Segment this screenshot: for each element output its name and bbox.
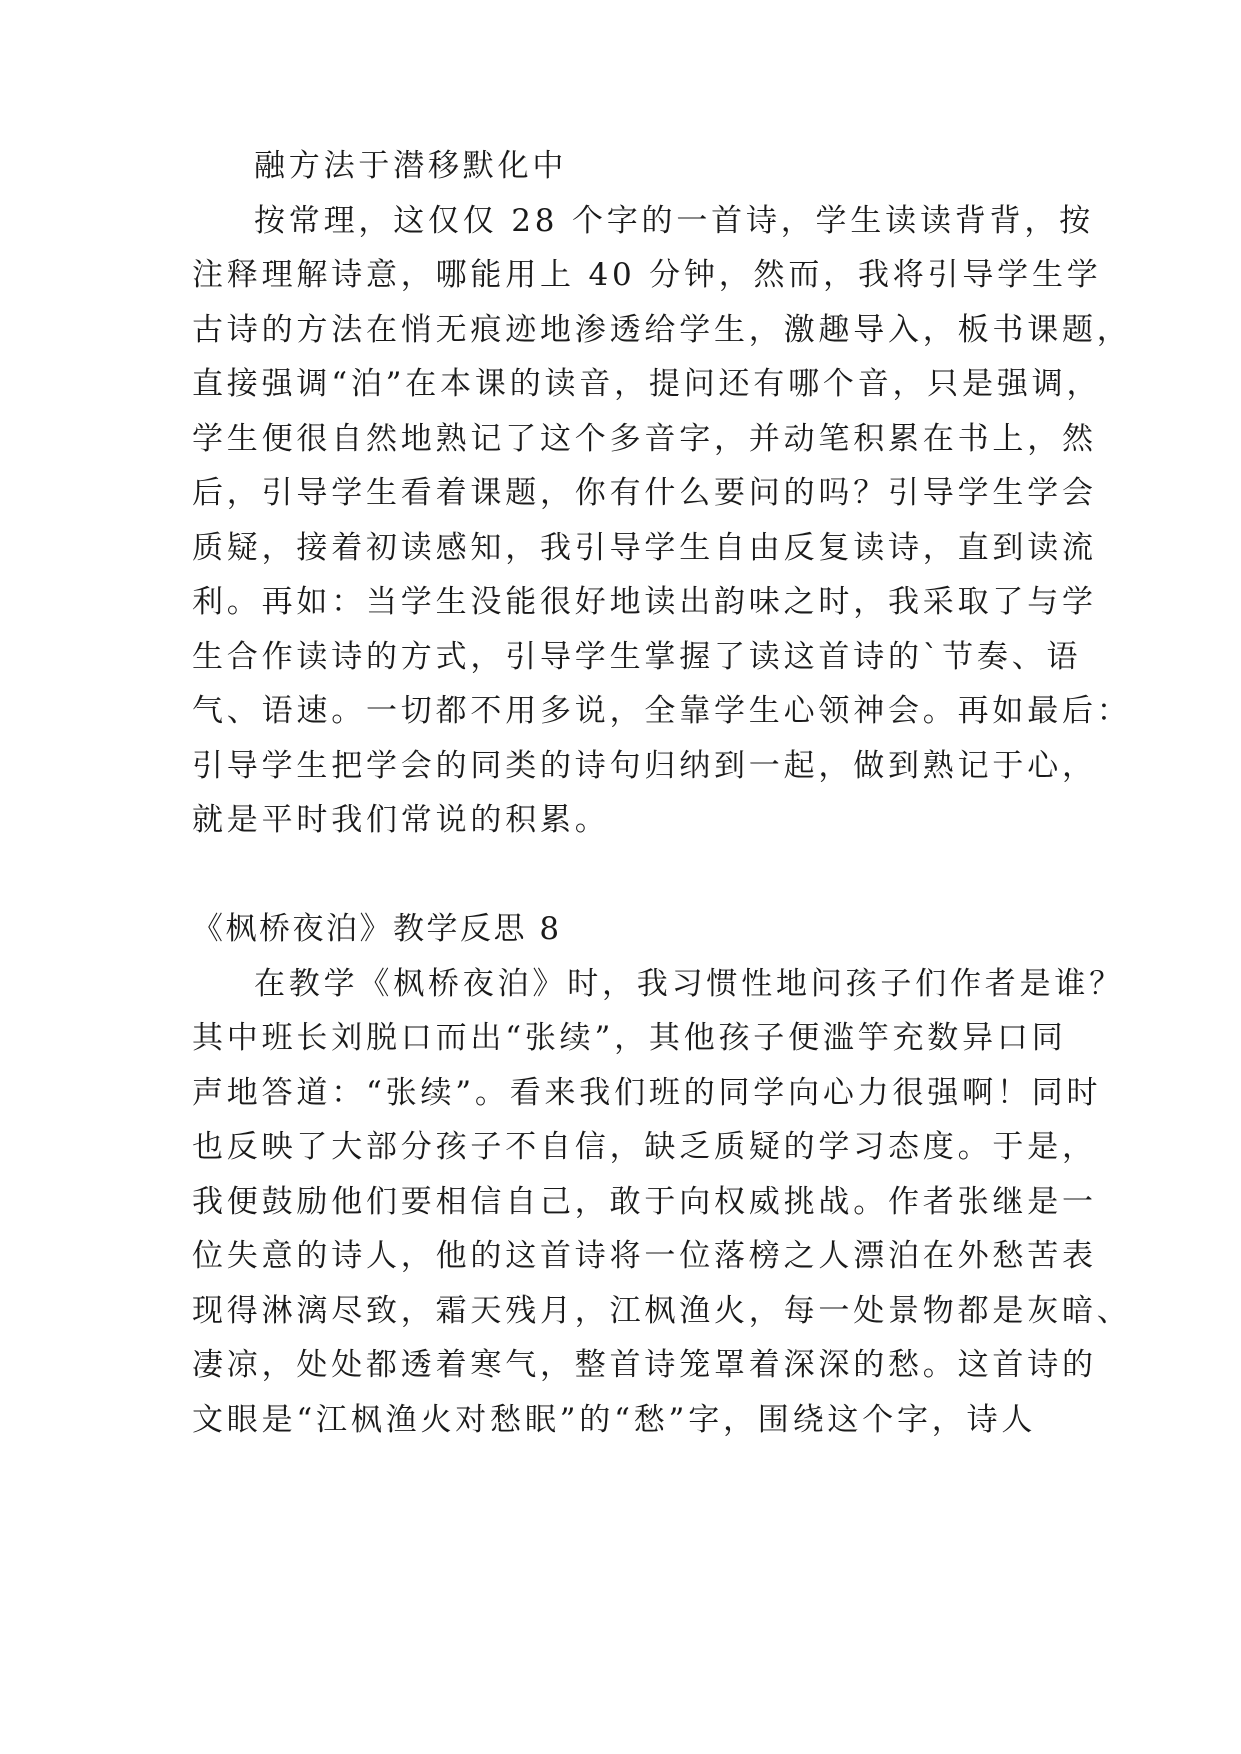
- paragraph-line: 也反映了大部分孩子不自信，缺乏质疑的学习态度。于是，: [192, 1129, 1097, 1165]
- paragraph-line: 质疑，接着初读感知，我引导学生自由反复读诗，直到读流: [192, 530, 1097, 566]
- section-heading: 《枫桥夜泊》教学反思 8: [192, 911, 562, 947]
- paragraph-line: 生合作读诗的方式，引导学生掌握了读这首诗的`节奏、语: [192, 639, 1082, 675]
- paragraph-line: 我便鼓励他们要相信自己，敢于向权威挑战。作者张继是一: [192, 1184, 1097, 1220]
- paragraph-line: 学生便很自然地熟记了这个多音字，并动笔积累在书上，然: [192, 421, 1097, 457]
- paragraph-line: 气、语速。一切都不用多说，全靠学生心领神会。再如最后：: [192, 693, 1132, 729]
- paragraph-line: 古诗的方法在悄无痕迹地渗透给学生，激趣导入，板书课题，: [192, 312, 1132, 348]
- paragraph-line: 现得淋漓尽致，霜天残月，江枫渔火，每一处景物都是灰暗、: [192, 1293, 1132, 1329]
- section-subtitle: 融方法于潜移默化中: [254, 148, 568, 184]
- paragraph-line: 后，引导学生看着课题，你有什么要问的吗？引导学生学会: [192, 475, 1097, 511]
- paragraph-line: 文眼是“江枫渔火对愁眠”的“愁”字，围绕这个字，诗人: [192, 1402, 1037, 1438]
- paragraph-line: 引导学生把学会的同类的诗句归纳到一起，做到熟记于心，: [192, 748, 1097, 784]
- paragraph-line: 注释理解诗意，哪能用上 40 分钟，然而，我将引导学生学: [192, 257, 1102, 293]
- paragraph-line: 位失意的诗人，他的这首诗将一位落榜之人漂泊在外愁苦表: [192, 1238, 1097, 1274]
- paragraph-line: 在教学《枫桥夜泊》时，我习惯性地问孩子们作者是谁？: [254, 966, 1124, 1002]
- paragraph-line: 其中班长刘脱口而出“张续”，其他孩子便滥竽充数异口同: [192, 1020, 1067, 1056]
- paragraph-line: 利。再如：当学生没能很好地读出韵味之时，我采取了与学: [192, 584, 1097, 620]
- paragraph-line: 直接强调“泊”在本课的读音，提问还有哪个音，只是强调，: [192, 366, 1102, 402]
- paragraph-line: 凄凉，处处都透着寒气，整首诗笼罩着深深的愁。这首诗的: [192, 1347, 1097, 1383]
- paragraph-line: 就是平时我们常说的积累。: [192, 802, 610, 838]
- paragraph-line: 声地答道：“张续”。看来我们班的同学向心力很强啊！同时: [192, 1075, 1102, 1111]
- paragraph-line: 按常理，这仅仅 28 个字的一首诗，学生读读背背，按: [254, 203, 1094, 239]
